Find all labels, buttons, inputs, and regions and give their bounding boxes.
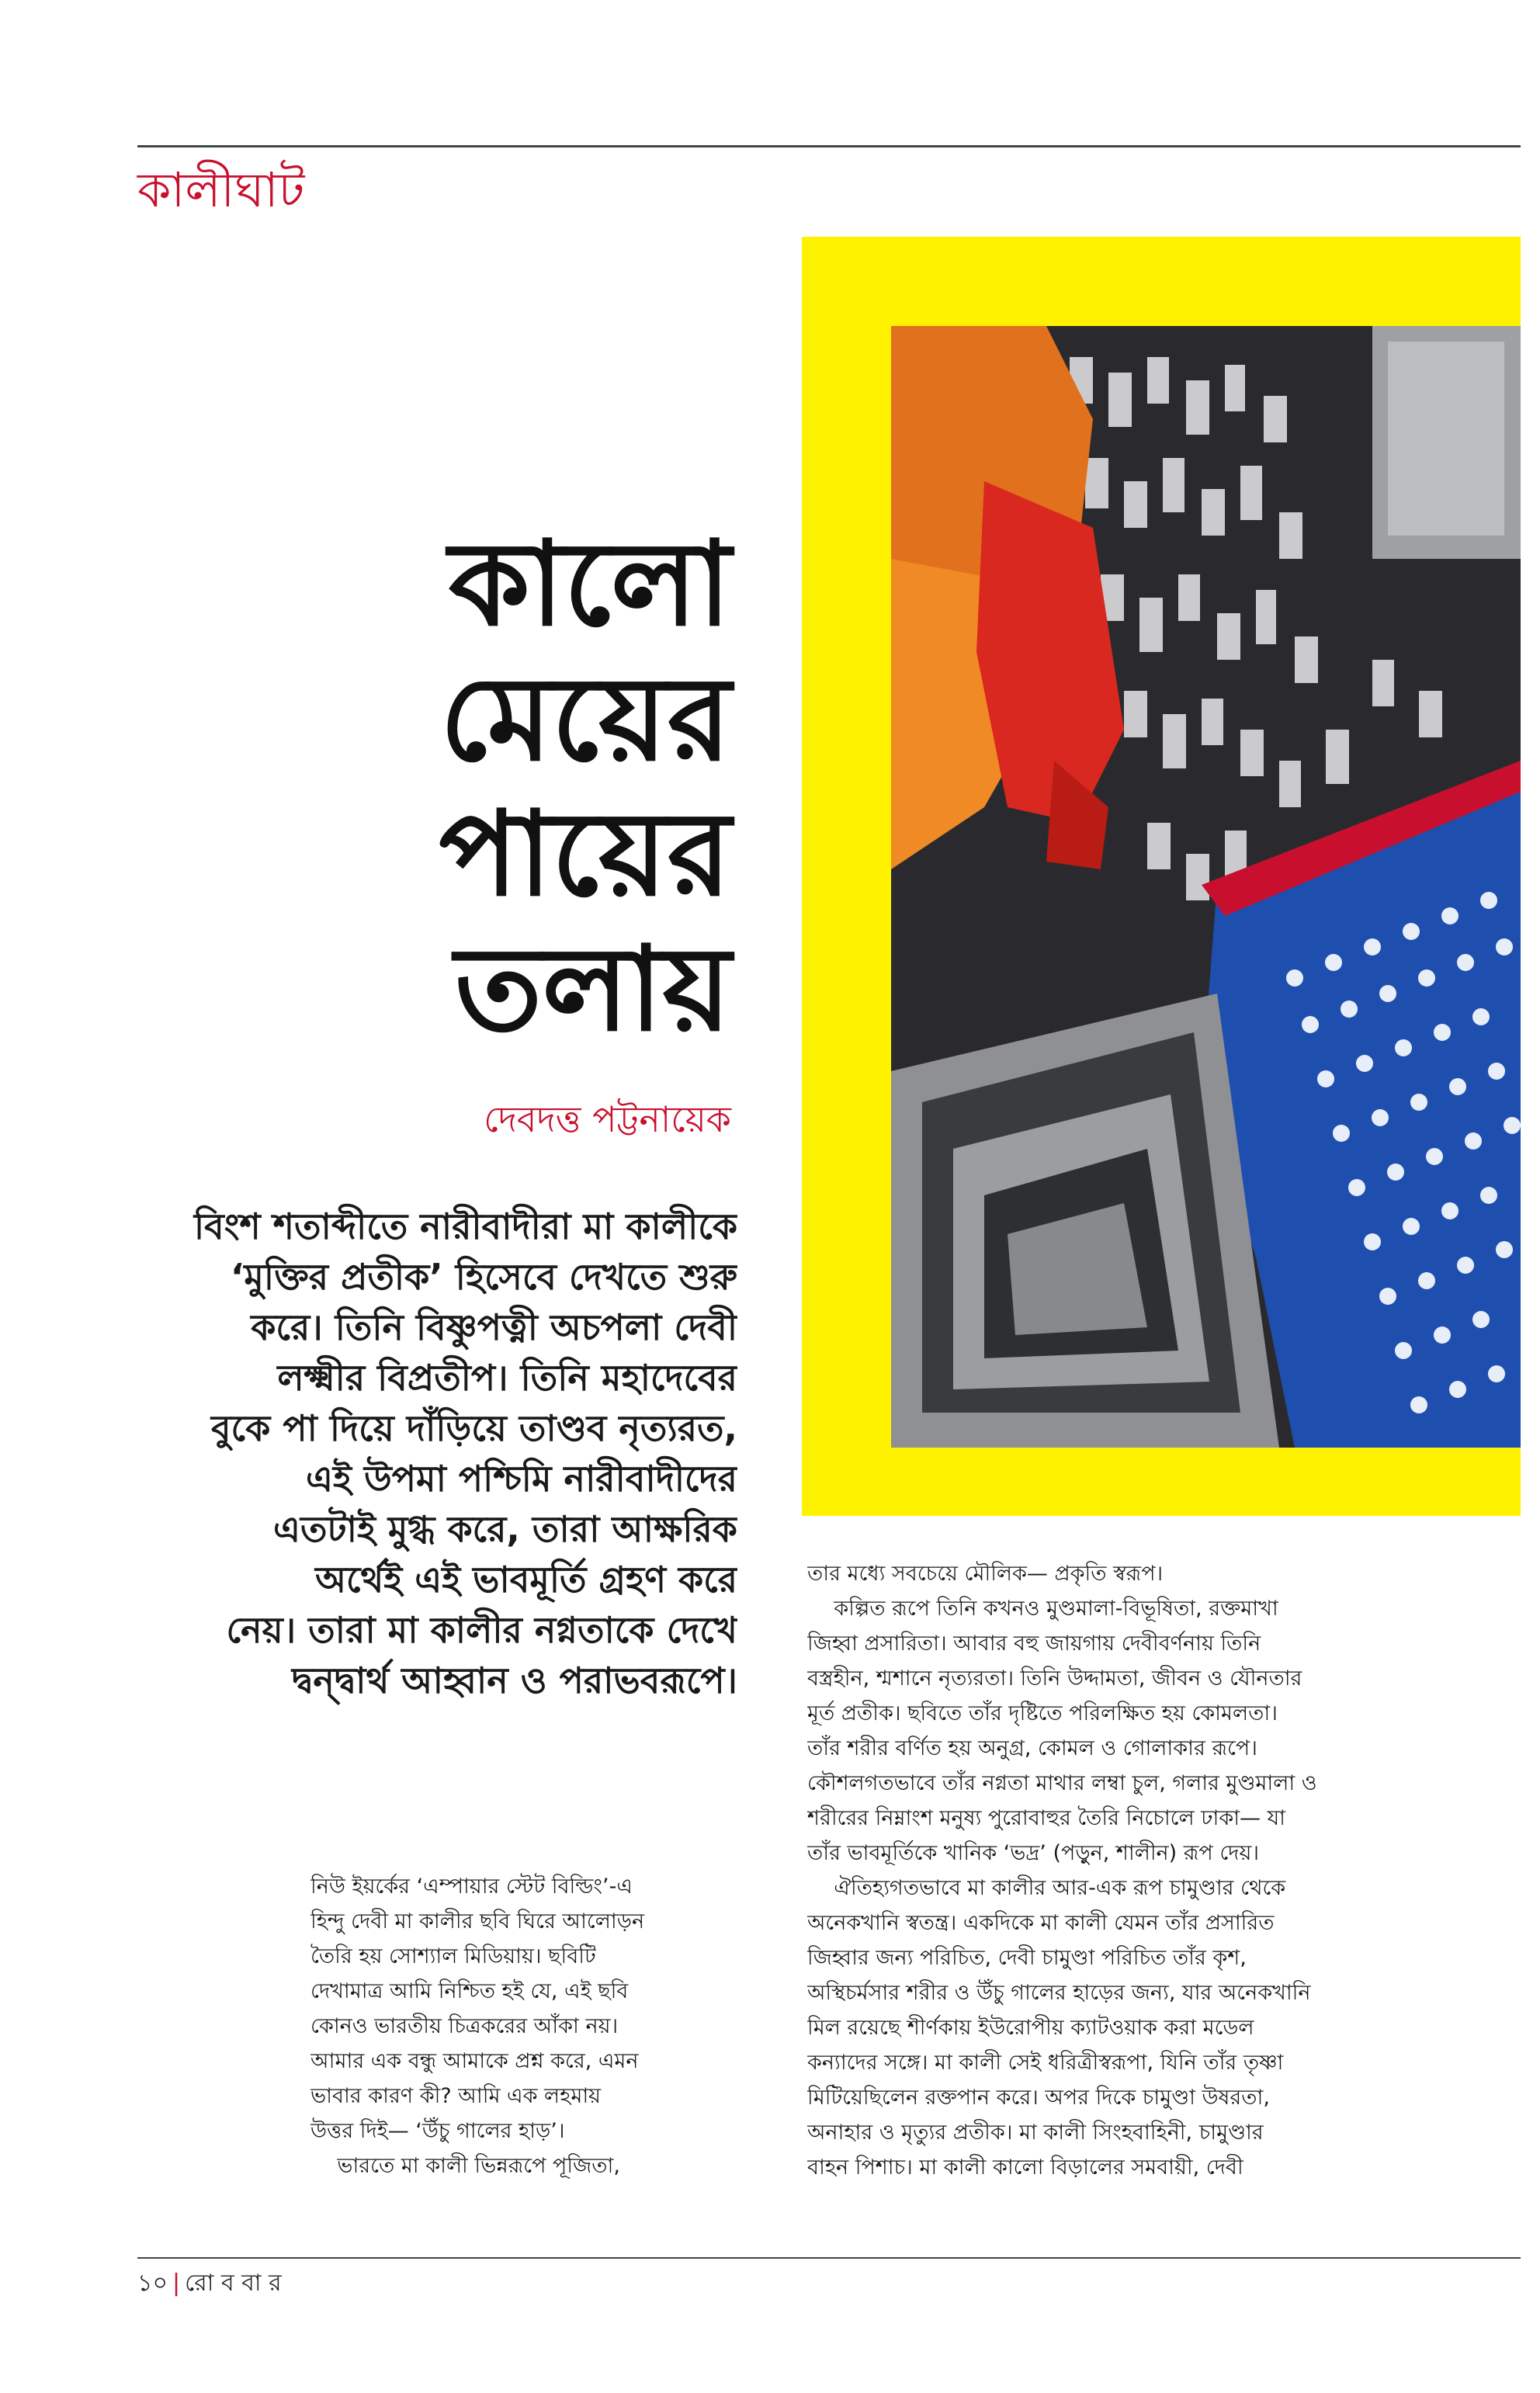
page-number: ১০ [137,2270,168,2297]
body-line: মূর্ত প্রতীক। ছবিতে তাঁর দৃষ্টিতে পরিলক্ষিত হয় কোমলতা। [807,1701,1278,1725]
byline: দেবদত্ত পট্টনায়েক [484,1098,731,1140]
body-line: আমার এক বন্ধু আমাকে প্রশ্ন করে, এমন [310,2049,639,2073]
body-line: বস্ত্রহীন, শ্মশানে নৃত্যরতা। তিনি উদ্দামতা, জীবন ও যৌনতার [807,1666,1302,1691]
standfirst-line: এই উপমা পশ্চিমি নারীবাদীদের [306,1458,737,1500]
body-column-left [310,1869,714,2183]
body-line: দেখামাত্র আমি নিশ্চিত হই যে, এই ছবি [310,1979,629,2003]
standfirst-line: ‘মুক্তির প্রতীক’ হিসেবে দেখতে শুরু [230,1256,737,1298]
standfirst-line: বুকে পা দিয়ে দাঁড়িয়ে তাণ্ডব নৃত্যরত, [211,1407,737,1449]
body-line: অস্থিচর্মসার শরীর ও উঁচু গালের হাড়ের জন্য, যার অনেকখানি [807,1981,1311,2005]
standfirst-line: নেয়। তারা মা কালীর নগ্নতাকে দেখে [226,1609,737,1651]
standfirst-line: বিংশ শতাব্দীতে নারীবাদীরা মা কালীকে [193,1205,737,1247]
body-line: অনাহার ও মৃত্যুর প্রতীক। মা কালী সিংহবাহিনী, চামুণ্ডার [807,2121,1264,2145]
publication-name: রো ব বা র [185,2270,282,2297]
body-line: উত্তর দিই— ‘উঁচু গালের হাড়’। [310,2119,565,2143]
body-line: নিউ ইয়র্কের ‘এম্পায়ার স্টেট বিল্ডিং’-এ [310,1875,633,1899]
body-line: কল্পিত রূপে তিনি কখনও মুণ্ডমালা-বিভূষিতা, রক্তমাখা [807,1597,1278,1621]
page-footer [137,2264,282,2304]
standfirst-line: দ্বন্দ্বার্থ আহ্বান ও পরাভবরূপে। [292,1659,737,1701]
standfirst [140,1202,737,1706]
body-line: অনেকখানি স্বতন্ত্র। একদিকে মা কালী যেমন তাঁর প্রসারিত [807,1911,1275,1935]
body-line: তার মধ্যে সবচেয়ে মৌলিক— প্রকৃতি স্বরূপ। [807,1562,1164,1586]
body-line: ভাবার কারণ কী? আমি এক লহমায় [310,2084,602,2108]
body-line: মিল রয়েছে শীর্ণকায় ইউরোপীয় ক্যাটওয়াক করা মডেল [807,2016,1254,2040]
body-line: বাহন পিশাচ। মা কালী কালো বিড়ালের সমবায়ী, দেবী [807,2155,1243,2180]
body-line: কৌশলগতভাবে তাঁর নগ্নতা মাথার লম্বা চুল, গলার মুণ্ডমালা ও [807,1771,1317,1795]
bottom-rule [137,2257,1521,2259]
temple-idol-photo [891,326,1521,1448]
body-line: তাঁর শরীর বর্ণিত হয় অনুগ্র, কোমল ও গোলাকার রূপে। [807,1736,1257,1760]
standfirst-line: করে। তিনি বিষ্ণুপত্নী অচপলা দেবী [251,1306,737,1348]
photo-illustration [891,326,1521,1448]
standfirst-line: এতটাই মুগ্ধ করে, তারা আক্ষরিক [273,1508,737,1550]
body-line: ভারতে মা কালী ভিন্নরূপে পূজিতা, [310,2154,620,2178]
standfirst-line: লক্ষ্মীর বিপ্রতীপ। তিনি মহাদেবের [277,1357,737,1399]
body-line: তাঁর ভাবমূর্তিকে খানিক ‘ভদ্র’ (পড়ুন, শালীন) রূপ দেয়। [807,1841,1260,1865]
body-line: হিন্দু দেবী মা কালীর ছবি ঘিরে আলোড়ন [310,1909,645,1933]
headline-line: পায়ের [439,786,731,922]
top-rule [137,145,1521,147]
body-line: ঐতিহ্যগতভাবে মা কালীর আর-এক রূপ চামুণ্ডার থেকে [807,1876,1286,1900]
body-line: কোনও ভারতীয় চিত্রকরের আঁকা নয়। [310,2014,619,2038]
footer-separator: | [172,2270,181,2297]
headline-line: তলায় [454,921,731,1057]
body-line: কন্যাদের সঙ্গে। মা কালী সেই ধরিত্রীস্বরূপা, যিনি তাঁর তৃষ্ণা [807,2051,1284,2075]
headline-line: কালো [449,515,731,652]
body-line: জিহ্বার জন্য পরিচিত, দেবী চামুণ্ডা পরিচিত তাঁর কৃশ, [807,1946,1247,1970]
standfirst-line: অর্থেই এই ভাবমূর্তি গ্রহণ করে [315,1559,737,1601]
body-line: শরীরের নিম্নাংশ মনুষ্য পুরোবাহুর তৈরি নিচোলে ঢাকা— যা [807,1806,1286,1830]
headline-line: মেয়ের [439,650,731,787]
body-line: মিটিয়েছিলেন রক্তপান করে। অপর দিকে চামুণ্ডা উষরতা, [807,2086,1270,2110]
body-line: তৈরি হয় সোশ্যাল মিডিয়ায়। ছবিটি [310,1944,596,1968]
body-column-right [807,1556,1405,2185]
body-line: জিহ্বা প্রসারিতা। আবার বহু জায়গায় দেবীবর্ণনায় তিনি [807,1632,1261,1656]
section-label: কালীঘাট [137,161,305,218]
headline [439,516,731,1056]
